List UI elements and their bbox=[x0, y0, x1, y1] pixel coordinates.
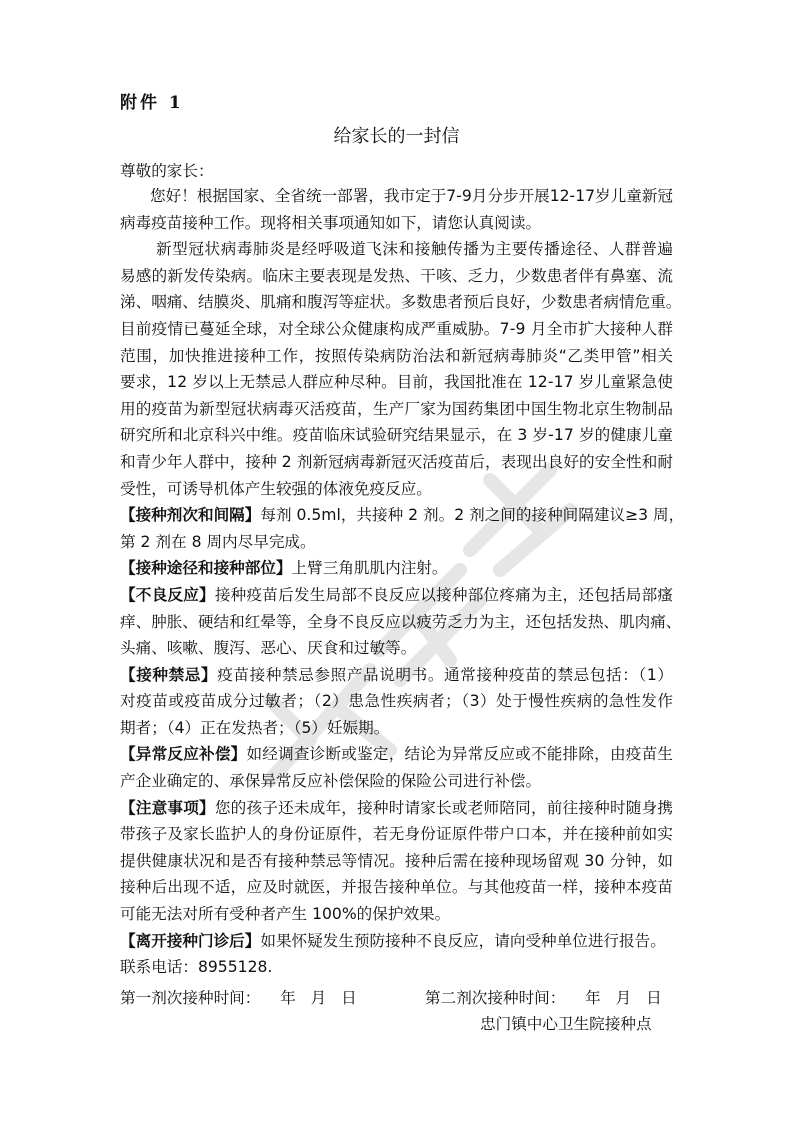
section-heading: 【注意事项】 bbox=[120, 798, 215, 817]
text-line bbox=[120, 210, 673, 237]
paragraph bbox=[120, 160, 673, 183]
section-heading: 【不良反应】 bbox=[120, 585, 215, 604]
text-line bbox=[120, 529, 673, 556]
dose-time-row bbox=[120, 986, 720, 1010]
text-line bbox=[120, 422, 673, 449]
text-segment: 如果怀疑发生预防接种不良反应，请向受种单位进行报告。 bbox=[260, 931, 666, 950]
section-heading: 【接种剂次和间隔】 bbox=[120, 506, 261, 525]
text-segment: 病毒疫苗接种工作。现将相关事项通知如下，请您认真阅读。 bbox=[120, 213, 542, 232]
text-line bbox=[120, 449, 673, 476]
signature: 忠门镇中心卫生院接种点 bbox=[480, 1015, 652, 1033]
text-line bbox=[120, 289, 682, 316]
text-line bbox=[120, 768, 673, 795]
text-line bbox=[120, 662, 673, 689]
text-line bbox=[120, 369, 673, 396]
text-line bbox=[120, 635, 673, 662]
text-segment: 和青少年人群中，接种 2 剂新冠病毒新冠灭活疫苗后，表现出良好的安全性和耐 bbox=[120, 452, 674, 471]
text-segment: 新型冠状病毒肺炎是经呼吸道飞沫和接触传播为主要传播途径、人群普遍 bbox=[156, 240, 674, 259]
text-line bbox=[120, 688, 673, 715]
text-segment: 易感的新发传染病。临床主要表现是发热、干咳、乏力，少数患者伴有鼻塞、流 bbox=[120, 266, 674, 285]
text-line bbox=[120, 821, 673, 848]
text-segment: 联系电话：8955128. bbox=[120, 958, 273, 977]
text-line bbox=[120, 874, 673, 901]
paragraph bbox=[120, 555, 673, 582]
letter-title: 给家长的一封信 bbox=[333, 126, 460, 147]
text-line bbox=[120, 848, 673, 875]
text-segment: 用的疫苗为新型冠状病毒灭活疫苗，生产厂家为国药集团中国生物北京生物制品 bbox=[120, 399, 674, 418]
text-segment: 接种后出现不适，应及时就医，并报告接种单位。与其他疫苗一样，接种本疫苗 bbox=[120, 878, 674, 897]
text-segment: 期者；（4）正在发热者；（5）妊娠期。 bbox=[120, 718, 390, 737]
text-segment: 研究所和北京科兴中维。疫苗临床试验研究结果显示，在 3 岁-17 岁的健康儿童 bbox=[120, 426, 674, 445]
text-line bbox=[120, 715, 673, 742]
paragraph bbox=[120, 741, 673, 794]
text-segment: 上臂三角肌肌内注射。 bbox=[291, 559, 448, 578]
text-line bbox=[120, 160, 673, 183]
text-line bbox=[120, 316, 673, 343]
paragraph bbox=[120, 236, 682, 502]
section-heading: 【离开接种门诊后】 bbox=[120, 931, 261, 950]
text-segment: 提供健康状况和是否有接种禁忌等情况。接种后需在接种现场留观 30 分钟，如 bbox=[120, 851, 674, 870]
text-line bbox=[120, 343, 673, 370]
text-segment: 您好！根据国家、全省统一部署，我市定于7-9月分步开展12-17岁儿童新冠 bbox=[150, 187, 674, 205]
text-segment: 带孩子及家长监护人的身份证原件，若无身份证原件带户口本，并在接种前如实 bbox=[120, 825, 674, 844]
text-segment: 痒、肿胀、硬结和红晕等，全身不良反应以疲劳乏力为主，还包括发热、肌肉痛、 bbox=[120, 612, 682, 631]
section-heading: 【接种途径和接种部位】 bbox=[120, 559, 292, 578]
text-line bbox=[120, 582, 673, 609]
text-line bbox=[120, 795, 673, 822]
paragraph bbox=[120, 582, 682, 662]
text-segment: 受性，可诱导机体产生较强的体液免疫反应。 bbox=[120, 479, 432, 498]
section-heading: 【异常反应补偿】 bbox=[120, 745, 247, 764]
letter-body bbox=[120, 160, 685, 981]
text-segment: 涕、咽痛、结膜炎、肌痛和腹泻等症状。多数患者预后良好，少数患者病情危重。 bbox=[120, 293, 682, 312]
attachment-label: 附件 1 bbox=[120, 93, 184, 113]
first-dose-time: 第一剂次接种时间： 年 月 日 bbox=[120, 989, 357, 1007]
text-segment: 您的孩子还未成年，接种时请家长或老师陪同，前往接种时随身携 bbox=[214, 798, 674, 817]
paragraph bbox=[120, 954, 673, 981]
section-heading: 【接种禁忌】 bbox=[120, 665, 218, 684]
text-line bbox=[120, 476, 673, 503]
paragraph bbox=[120, 795, 673, 928]
text-line bbox=[120, 741, 673, 768]
text-segment: 尊敬的家长： bbox=[120, 162, 214, 180]
paragraph bbox=[120, 183, 673, 236]
text-line bbox=[120, 183, 673, 210]
text-line bbox=[120, 609, 682, 636]
text-segment: 范围，加快推进接种工作，按照传染病防治法和新冠病毒肺炎“乙类甲管”相关 bbox=[120, 346, 674, 365]
text-segment: 可能无法对所有受种者产生 100%的保护效果。 bbox=[120, 905, 451, 924]
text-segment: 第 2 剂在 8 周内尽早完成。 bbox=[120, 532, 316, 551]
text-segment: 疫苗接种禁忌参照产品说明书。通常接种疫苗的禁忌包括：（1） bbox=[217, 665, 674, 684]
text-segment: 要求，12 岁以上无禁忌人群应种尽种。目前，我国批准在 12-17 岁儿童紧急使 bbox=[120, 373, 674, 392]
text-line bbox=[120, 901, 673, 928]
paragraph bbox=[120, 928, 673, 955]
text-segment: 接种疫苗后发生局部不良反应以接种部位疼痛为主，还包括局部瘙 bbox=[214, 585, 674, 604]
text-line bbox=[120, 236, 673, 263]
text-line bbox=[120, 928, 673, 955]
text-segment: 每剂 0.5ml，共接种 2 剂。2 剂之间的接种间隔建议≥3 周， bbox=[260, 506, 685, 525]
text-segment: 产企业确定的、承保异常反应补偿保险的保险公司进行补偿。 bbox=[120, 772, 542, 791]
text-line bbox=[120, 263, 673, 290]
text-line bbox=[120, 555, 673, 582]
second-dose-time: 第二剂次接种时间： 年 月 日 bbox=[425, 989, 662, 1007]
paragraph bbox=[120, 662, 673, 742]
text-line bbox=[120, 954, 673, 981]
text-segment: 头痛、咳嗽、腹泻、恶心、厌食和过敏等。 bbox=[120, 639, 417, 658]
text-segment: 如经调查诊断或鉴定，结论为异常反应或不能排除，由疫苗生 bbox=[246, 745, 674, 764]
text-segment: 对疫苗或疫苗成分过敏者；（2）患急性疾病者；（3）处于慢性疾病的急性发作 bbox=[120, 692, 674, 711]
text-segment: 目前疫情已蔓延全球，对全球公众健康构成严重威胁。7-9 月全市扩大接种人群 bbox=[120, 319, 674, 338]
text-line bbox=[120, 502, 685, 529]
text-line bbox=[120, 396, 673, 423]
paragraph bbox=[120, 502, 685, 555]
